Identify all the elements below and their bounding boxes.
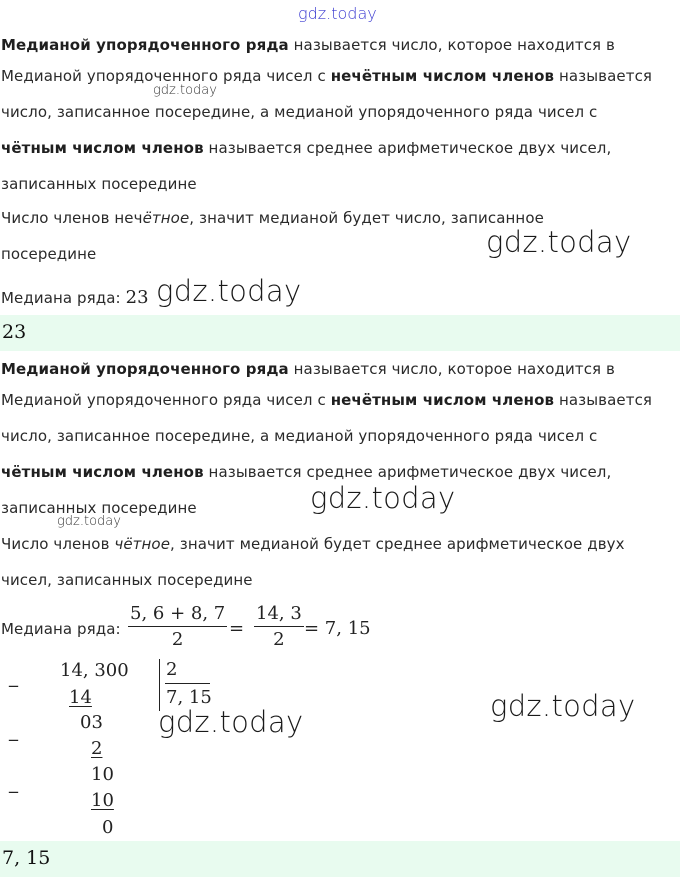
bold-term: Медианой упорядоченного ряда	[1, 36, 289, 54]
fraction-sum	[128, 603, 227, 650]
bold-term: Медианой упорядоченного ряда	[1, 360, 289, 378]
result-line	[1, 287, 149, 308]
italic-term: чётное	[114, 535, 171, 553]
case-line: чисел, записанных посередине	[1, 571, 253, 589]
watermark: gdz.today	[310, 481, 456, 515]
fraction-denominator: 2	[273, 629, 285, 650]
text: называется число, которое находится в	[288, 360, 615, 378]
divisor: 2	[166, 659, 178, 680]
division-horizontal-line	[165, 683, 210, 684]
answer-box	[0, 315, 680, 351]
dividend: 14, 300	[60, 660, 129, 681]
definition-line	[1, 463, 611, 481]
case-line	[1, 209, 544, 227]
remainder: 10	[91, 764, 114, 785]
text: называется число, которое находится в	[288, 36, 615, 54]
text: называется	[554, 67, 653, 85]
case-line	[1, 535, 625, 553]
minus-sign: _	[9, 667, 18, 688]
fraction-result	[254, 603, 304, 650]
case-line: посередине	[1, 245, 97, 263]
text: называется среднее арифметическое двух чисел,	[203, 463, 612, 481]
italic-term: ётное	[142, 209, 190, 227]
remainder: 03	[80, 712, 103, 733]
watermark: gdz.today	[153, 83, 217, 98]
answer-value: 7, 15	[2, 847, 51, 869]
subtrahend: 2	[91, 738, 103, 759]
remainder: 0	[102, 817, 114, 838]
equals-sign: =	[229, 618, 245, 639]
result-value: 23	[125, 287, 149, 308]
definition-line	[1, 360, 615, 378]
definition-line	[1, 139, 611, 157]
bold-term: нечётным числом членов	[330, 67, 555, 85]
fraction-denominator: 2	[171, 629, 184, 650]
definition-line: число, записанное посередине, а медианой упорядоченного ряда чисел с	[1, 427, 598, 445]
definition-line	[1, 391, 652, 409]
watermark: gdz.today	[486, 225, 632, 259]
quotient: 7, 15	[166, 687, 212, 708]
text: , значит медианой будет среднее арифметическое двух	[170, 535, 625, 553]
text: Число членов неч	[1, 209, 143, 227]
bold-term: чётным числом членов	[1, 463, 204, 481]
fraction-numerator: 14, 3	[254, 603, 304, 627]
definition-line	[1, 36, 615, 54]
fraction-numerator: 5, 6 + 8, 7	[128, 603, 227, 627]
text: называется среднее арифметическое двух чисел,	[203, 139, 612, 157]
minus-sign: _	[9, 773, 18, 794]
definition-line: записанных посередине	[1, 175, 197, 193]
answer-value: 23	[2, 321, 27, 343]
bold-term: нечётным числом членов	[330, 391, 555, 409]
watermark: gdz.today	[158, 705, 304, 739]
division-vertical-line	[159, 659, 160, 711]
minus-sign: _	[9, 721, 18, 742]
text: Медианой упорядоченного ряда чисел с	[1, 67, 331, 85]
definition-line: записанных посередине	[1, 499, 197, 517]
watermark: gdz.today	[57, 514, 121, 529]
watermark: gdz.today	[156, 274, 302, 308]
watermark: gdz.today	[490, 689, 636, 723]
text: Число членов	[1, 535, 115, 553]
answer-box	[0, 841, 680, 877]
definition-line	[1, 67, 652, 85]
subtrahend: 14	[69, 687, 92, 708]
subtrahend: 10	[91, 790, 114, 811]
result-label: Медиана ряда:	[1, 289, 126, 307]
text: называется	[554, 391, 653, 409]
result-value: = 7, 15	[304, 618, 371, 639]
result-label: Медиана ряда:	[1, 620, 121, 638]
text: , значит медианой будет число, записанное	[189, 209, 544, 227]
text: Медианой упорядоченного ряда чисел с	[1, 391, 331, 409]
bold-term: чётным числом членов	[1, 139, 204, 157]
watermark: gdz.today	[298, 4, 377, 23]
definition-line: число, записанное посередине, а медианой упорядоченного ряда чисел с	[1, 103, 598, 121]
